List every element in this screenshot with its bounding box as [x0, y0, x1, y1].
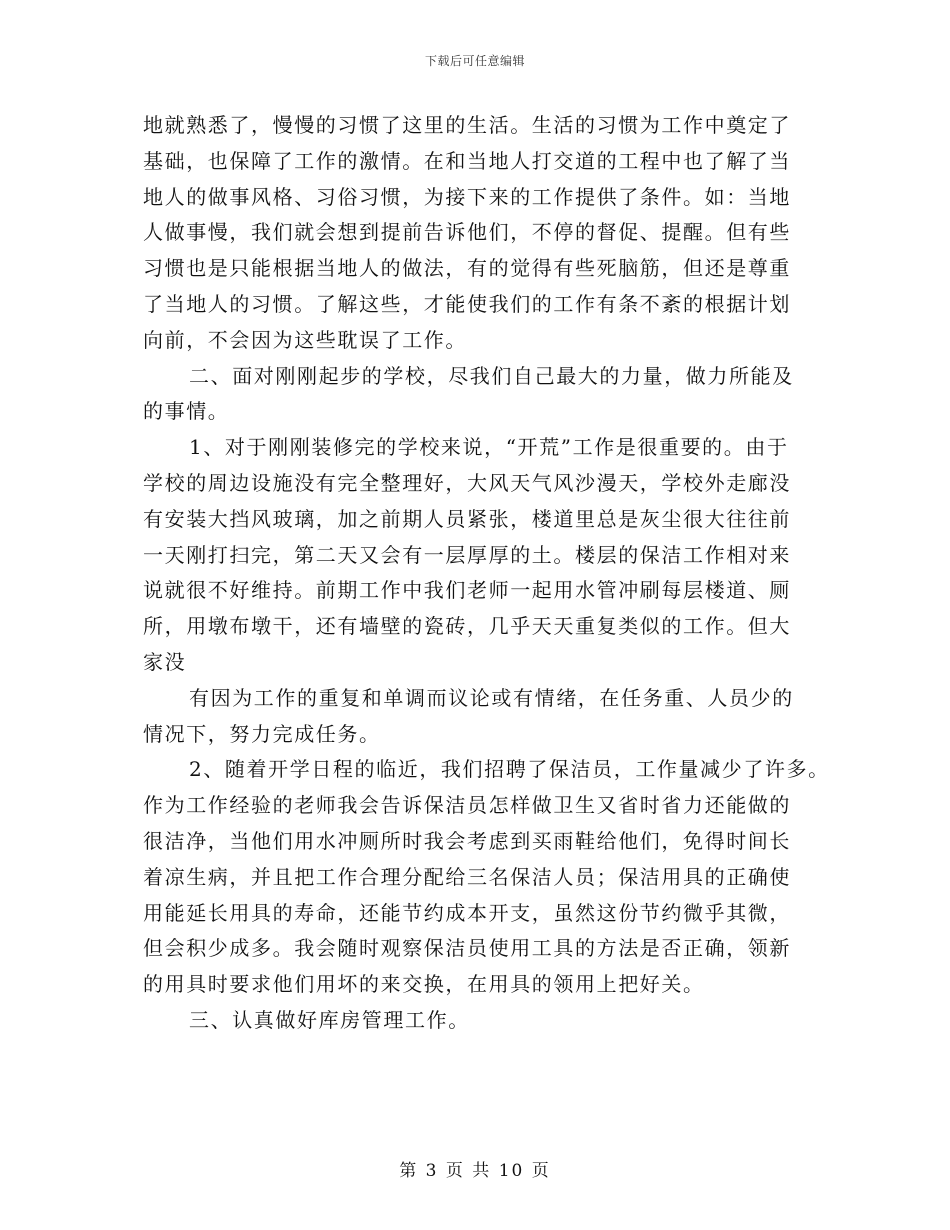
text-line: 情况下，努力完成任务。: [143, 721, 381, 746]
page-footer: 第 3 页 共 10 页: [399, 1161, 551, 1181]
text-line: 人做事慢，我们就会想到提前告诉他们，不停的督促、提醒。但有些: [143, 220, 791, 245]
text-line: 的用具时要求他们用坏的来交换，在用具的领用上把好关。: [143, 972, 705, 997]
section-heading: 三、认真做好库房管理工作。: [189, 1007, 470, 1032]
text-line: 有安装大挡风玻璃，加之前期人员紧张，楼道里总是灰尘很大往往前: [143, 506, 791, 531]
text-line: 着凉生病，并且把工作合理分配给三名保洁人员；保洁用具的正确使: [143, 864, 791, 889]
section-heading: 二、面对刚刚起步的学校，尽我们自己最大的力量，做力所能及: [189, 363, 794, 388]
paragraph-start: 有因为工作的重复和单调而议论或有情绪，在任务重、人员少的: [189, 685, 794, 710]
text-line: 地就熟悉了，慢慢的习惯了这里的生活。生活的习惯为工作中奠定了: [143, 113, 791, 137]
text-line: 习惯也是只能根据当地人的做法，有的觉得有些死脑筋，但还是尊重: [143, 256, 791, 281]
text-line: 了当地人的习惯。了解这些，才能使我们的工作有条不紊的根据计划: [143, 291, 791, 316]
text-line: 作为工作经验的老师我会告诉保洁员怎样做卫生又省时省力还能做的: [143, 793, 791, 818]
paragraph-start: 1、对于刚刚装修完的学校来说，“开荒”工作是很重要的。由于: [189, 435, 789, 460]
text-line: 一天刚打扫完，第二天又会有一层厚厚的土。楼层的保洁工作相对来: [143, 542, 791, 567]
text-line: 的事情。: [143, 399, 230, 424]
text-line: 用能延长用具的寿命，还能节约成本开支，虽然这份节约微乎其微，: [143, 900, 791, 925]
page-header: 下载后可任意编辑: [424, 54, 525, 68]
text-line: 很洁净，当他们用水冲厕所时我会考虑到买雨鞋给他们，免得时间长: [143, 828, 791, 853]
text-line: 说就很不好维持。前期工作中我们老师一起用水管冲刷每层楼道、厕: [143, 578, 791, 603]
document-body: [143, 108, 830, 1039]
text-line: 向前，不会因为这些耽误了工作。: [143, 327, 467, 352]
text-line: 学校的周边设施没有完全整理好，大风天气风沙漫天，学校外走廊没: [143, 470, 791, 495]
text-line: 地人的做事风格、习俗习惯，为接下来的工作提供了条件。如：当地: [143, 184, 791, 209]
text-line: 但会积少成多。我会随时观察保洁员使用工具的方法是否正确，领新: [143, 936, 791, 961]
text-line: 家没: [143, 649, 187, 674]
text-line: 所，用墩布墩干，还有墙壁的瓷砖，几乎天天重复类似的工作。但大: [143, 614, 791, 639]
paragraph-start: 2、随着开学日程的临近，我们招聘了保洁员，工作量减少了许多。: [189, 757, 830, 782]
text-line: 基础，也保障了工作的激情。在和当地人打交道的工程中也了解了当: [143, 148, 791, 173]
